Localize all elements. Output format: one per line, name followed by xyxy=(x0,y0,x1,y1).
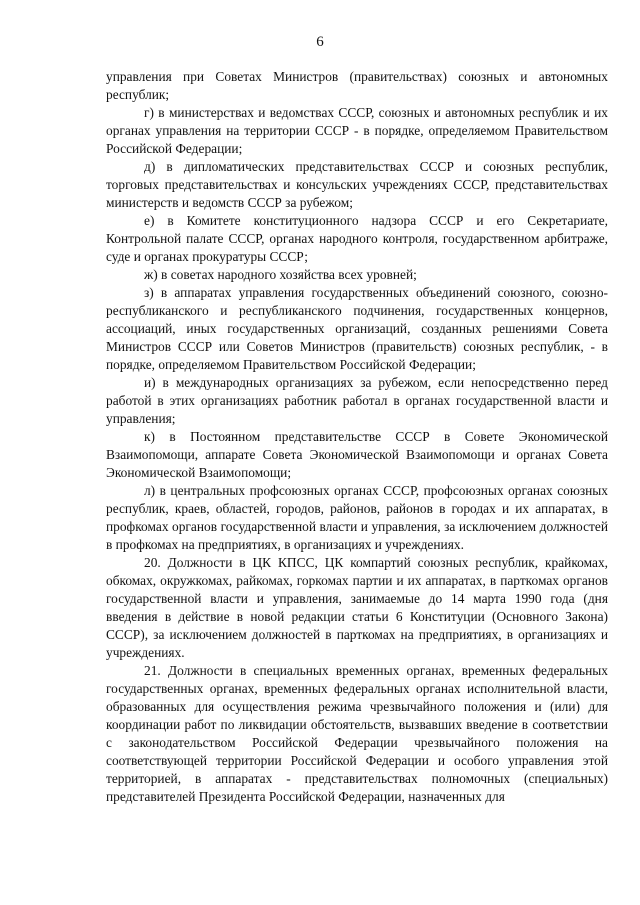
paragraph-20: 20. Должности в ЦК КПСС, ЦК компартий союзных республик, крайкомах, обкомах, окружкомах, райкомах, горкомах партии и их аппаратах, в парткомах органов государственной власти и управления, занимаемые до 14 марта 1990 года (дня введения в действие в новой редакции статьи 6 Конституции (Основного Закона) СССР), за исключением должностей в парткомах на предприятиях, в организациях и учреждениях. xyxy=(106,555,608,660)
paragraph-item-g: г) в министерствах и ведомствах СССР, союзных и автономных республик и их органах управления на территории СССР - в порядке, определяемом Правительством Российской Федерации; xyxy=(106,105,608,156)
paragraph-item-d: д) в дипломатических представительствах СССР и союзных республик, торговых представительствах и консульских учреждениях СССР, представительствах министерств и ведомств СССР за рубежом; xyxy=(106,159,608,210)
paragraph-21: 21. Должности в специальных временных органах, временных федеральных государственных органах, временных федеральных органах исполнительной власти, образованных для осуществления режима чрезвычайного положения и (или) для координации работ по ликвидации обстоятельств, вызвавших введение в соответствии с законодательством Российской Федерации чрезвычайного положения на соответствующей территории Российской Федерации и особого управления этой территорией, в аппаратах - представительствах полномочных (специальных) представителей Президента Российской Федерации, назначенных для xyxy=(106,663,608,804)
paragraph-item-z: з) в аппаратах управления государственных объединений союзного, союзно-республиканского и республиканского подчинения, государственных концернов, ассоциаций, иных государственных организаций, созданных решениями Совета Министров СССР или Советов Министров (правительств) союзных республик, - в порядке, определяемом Правительством Российской Федерации; xyxy=(106,285,608,372)
document-body xyxy=(106,68,608,806)
page-number: 6 xyxy=(316,34,324,50)
paragraph-item-zh: ж) в советах народного хозяйства всех уровней; xyxy=(144,267,417,282)
paragraph-item-k: к) в Постоянном представительстве СССР в Совете Экономической Взаимопомощи, аппарате Совета Экономической Взаимопомощи и органах Совета Экономической Взаимопомощи; xyxy=(106,429,608,480)
paragraph-continuation: управления при Советах Министров (правительствах) союзных и автономных республик; xyxy=(106,69,608,102)
paragraph-item-l: л) в центральных профсоюзных органах СССР, профсоюзных органах союзных республик, краев, областей, городов, районов, районов в городах и их аппаратах, в профкомах органов государственной власти и управления, за исключением должностей в профкомах на предприятиях, в организациях и учреждениях. xyxy=(106,483,608,552)
paragraph-item-e: е) в Комитете конституционного надзора СССР и его Секретариате, Контрольной палате СССР, органах народного контроля, государственном арбитраже, суде и органах прокуратуры СССР; xyxy=(106,213,608,264)
paragraph-item-i: и) в международных организациях за рубежом, если непосредственно перед работой в этих организациях работник работал в органах государственной власти и управления; xyxy=(106,375,608,426)
